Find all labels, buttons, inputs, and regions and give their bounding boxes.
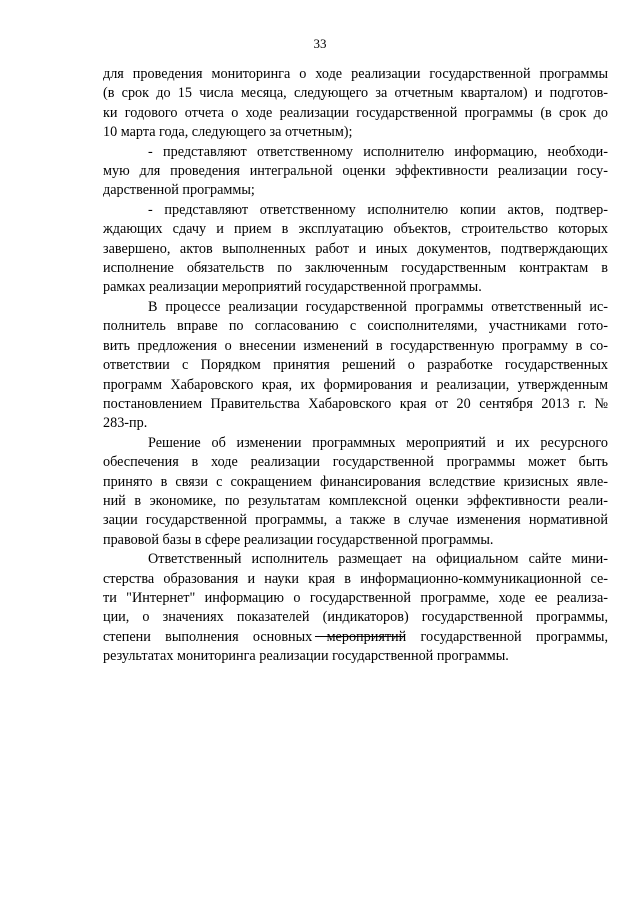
text-line: стерства образования и науки края в информационно-коммуникационной се- xyxy=(103,570,608,587)
text-line: мую для проведения интегральной оценки эффективности реализации госу- xyxy=(103,163,608,180)
text-line: - представляют ответственному исполнителю информацию, необходи- xyxy=(148,143,608,160)
end-separator-line xyxy=(315,636,404,637)
text-line: принято в связи с сокращением финансирования вследствие кризисных явле- xyxy=(103,473,608,490)
text-line: постановлением Правительства Хабаровского края от 20 сентября 2013 г. № xyxy=(103,395,608,412)
text-line: 10 марта года, следующего за отчетным); xyxy=(103,124,353,141)
text-line: полнитель вправе по согласованию с соисполнителями, участниками гото- xyxy=(103,318,608,335)
text-line: вить предложения о внесении изменений в государственную программу в со- xyxy=(103,337,608,354)
text-line: правовой базы в сфере реализации государственной программы. xyxy=(103,531,494,548)
text-line: В процессе реализации государственной программы ответственный ис- xyxy=(148,298,608,315)
text-line: рамках реализации мероприятий государственной программы. xyxy=(103,279,482,296)
text-line: - представляют ответственному исполнителю копии актов, подтвер- xyxy=(148,201,608,218)
text-line: ответствии с Порядком принятия решений о разработке государственных xyxy=(103,357,608,374)
paragraph xyxy=(103,550,608,666)
text-line: Ответственный исполнитель размещает на официальном сайте мини- xyxy=(148,551,608,568)
text-line: Решение об изменении программных мероприятий и их ресурсного xyxy=(148,434,608,451)
text-line: ции, о значениях показателей (индикаторов) государственной программы, xyxy=(103,609,608,626)
paragraph xyxy=(103,143,608,201)
text-line: завершено, актов выполненных работ и иных документов, подтверждающих xyxy=(103,240,608,257)
text-line: ти "Интернет" информацию о государственной программе, ходе ее реализа- xyxy=(103,589,608,606)
text-line: ки годового отчета о ходе реализации государственной программы (в срок до xyxy=(103,104,608,121)
text-line: для проведения мониторинга о ходе реализации государственной программы xyxy=(103,66,608,82)
paragraph xyxy=(103,434,608,550)
text-line: 283-пр. xyxy=(103,415,148,432)
text-line: ждающих сдачу и прием в эксплуатацию объектов, строительство которых xyxy=(103,221,608,238)
paragraph xyxy=(103,65,608,143)
paragraph xyxy=(103,201,608,298)
text-line: обеспечения в ходе реализации государственной программы может быть xyxy=(103,454,608,471)
text-line: (в срок до 15 числа месяца, следующего за отчетным кварталом) и подготов- xyxy=(103,85,608,102)
text-line: программ Хабаровского края, их формирования и реализации, утвержденным xyxy=(103,376,608,393)
text-line: исполнение обязательств по заключенным государственным контрактам в xyxy=(103,260,608,277)
text-line: степени выполнения основных мероприятий государственной программы, xyxy=(103,628,608,645)
paragraph xyxy=(103,298,608,434)
document-body xyxy=(103,65,608,667)
text-line: ний в экономике, по результатам комплексной оценки эффективности реали- xyxy=(103,492,608,509)
text-line: дарственной программы; xyxy=(103,182,255,199)
page-number: 33 xyxy=(313,36,327,51)
text-line: зации государственной программы, а также в случае изменения нормативной xyxy=(103,512,608,529)
text-line: результатах мониторинга реализации государственной программы. xyxy=(103,648,509,665)
